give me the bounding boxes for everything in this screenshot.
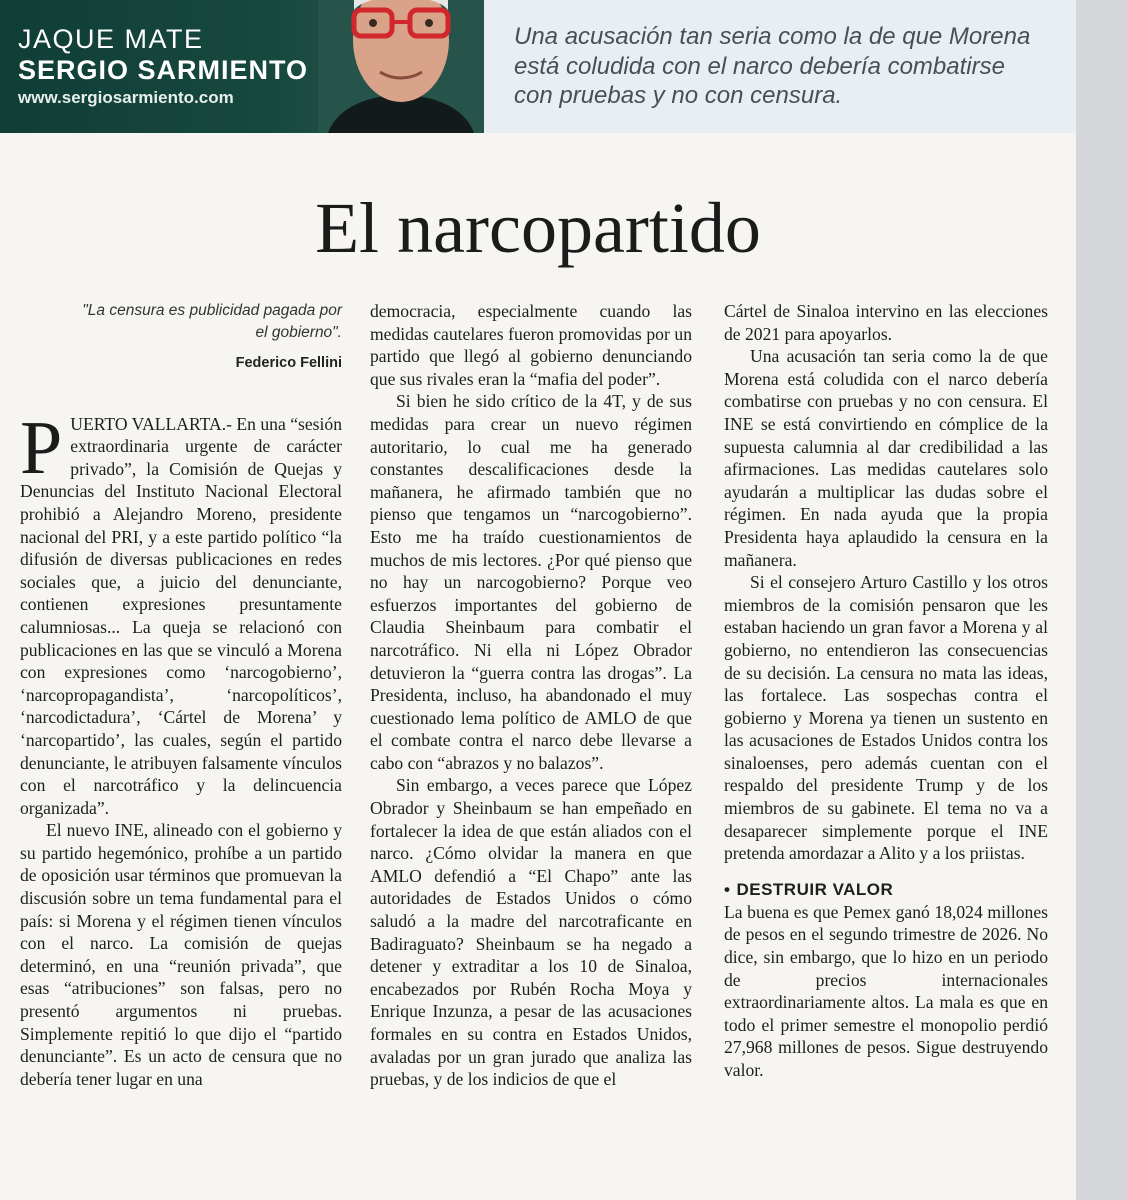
paragraph: Sin embargo, a veces parece que López Obrador y Sheinbaum se han empeñado en fortalecer la idea de que están aliados con el narco. ¿Cómo olvidar la manera en que AMLO defendió a “El Chapo” ante las autoridades de Estados Unidos o cómo saludó a la madre del narcotraficante en Badiraguato? Sheinbaum se ha negado a detener y extraditar a los 10 de Sinaloa, encabezados por Rubén Rocha Moya y Enrique Inzunza, a pesar de las acusaciones formales en su contra en Estados Unidos, avaladas por un gran jurado que analiza las pruebas, y de los indicios de que el: [370, 775, 692, 1090]
paragraph: El nuevo INE, alineado con el gobierno y su partido hegemónico, prohíbe a un partido de oposición usar términos que promuevan la discusión sobre un tema fundamental para el país: si Morena y el régimen tienen vínculos con el narco. La comisión de quejas determinó, en una “reunión privada”, que esas “atribuciones” son falsas, pero no presentó argumentos ni pruebas. Simplemente repitió lo que dijo el “partido denunciante”. Es un acto de censura que no debería tener lugar en una: [20, 820, 342, 1089]
article-title: El narcopartido: [315, 188, 761, 268]
bullet-icon: •: [724, 879, 731, 899]
paragraph: Cártel de Sinaloa intervino en las elecciones de 2021 para apoyarlos.: [724, 301, 1048, 344]
section-subhead: [724, 879, 1048, 901]
author-website: www.sergiosarmiento.com: [18, 88, 234, 107]
lead-paragraph: [20, 405, 342, 820]
paragraph: democracia, especialmente cuando las medidas cautelares fueron promovidas por un partido que llegó al gobierno denunciando que sus rivales eran la “mafia del poder”.: [370, 301, 692, 389]
column-brand-block: [0, 0, 484, 133]
paragraph: Si bien he sido crítico de la 4T, y de sus medidas para crear un nuevo régimen autoritario, lo cual me ha generado constantes descalificaciones desde la mañanera, he afirmado también que no pienso que tengamos un “narcogobierno”. Esto me ha traído cuestionamientos de muchos de mis lectores. ¿Por qué pienso que no hay un narcogobierno? Porque veo esfuerzos importantes del gobierno de Claudia Sheinbaum para combatir el narcotráfico. Ni ella ni López Obrador detuvieron la “guerra contra las drogas”. La Presidenta, incluso, ha abandonado el muy cuestionado lema político de AMLO de que el combate contra el narco debe llevarse a cabo con “abrazos y no balazos”.: [370, 391, 692, 773]
masthead: [0, 0, 1076, 133]
epigraph-quote: "La censura es publicidad pagada por el gobierno".: [82, 302, 342, 341]
paragraph: Si el consejero Arturo Castillo y los otros miembros de la comisión pensaron que les estaban haciendo un gran favor a Morena y al gobierno, no entendieron las consecuencias de su decisión. La censura no mata las ideas, las fortalece. Las sospechas contra el gobierno y Morena ya tienen un sustento en las acusaciones de Estados Unidos contra los sinaloenses, pero además cuentan con el respaldo del presidente Trump y de los miembros de su gabinete. El tema no va a desaparecer simplemente porque el INE pretenda amordazar a Alito y a los priistas.: [724, 572, 1048, 864]
paragraph: Una acusación tan seria como la de que Morena está coludida con el narco debería combatirse con pruebas y no con censura. El INE se está convirtiendo en cómplice de la supuesta calumnia al dar credibilidad a las afirmaciones. Las medidas cautelares solo ayudarán a multiplicar las dudas sobre el régimen. En nada ayuda que la propia Presidenta haya aplaudido la censura en la mañanera.: [724, 346, 1048, 570]
drop-cap: P: [20, 405, 63, 490]
subhead-text: DESTRUIR VALOR: [736, 879, 894, 899]
epigraph-author: Federico Fellini: [235, 355, 342, 371]
column-3: [724, 300, 1048, 1082]
author-name: SERGIO SARMIENTO: [18, 55, 309, 85]
final-paragraph: La buena es que Pemex ganó 18,024 millones de pesos en el segundo trimestre de 2026. No dice, sin embargo, que lo hizo en un periodo de precios internacionales extraordinariamente altos. La mala es que en todo el primer semestre el monopolio perdió 27,968 millones de pesos. Sigue destruyendo valor.: [724, 901, 1048, 1080]
brand-text: [18, 24, 308, 108]
lead-paragraph-text: UERTO VALLARTA.- En una “sesión extraordinaria urgente de carácter privado”, la Comisión de Quejas y Denuncias del Instituto Nacional Electoral prohibió a Alejandro Moreno, presidente nacional del PRI, y a este partido político “la difusión de diversas publicaciones en redes sociales que, a juicio del denunciante, contienen expresiones presuntamente calumniosas... La queja se relacionó con publicaciones en las que se vinculó a Morena con expresiones como ‘narcogobierno’, ‘narcopropagandista’, ‘narcopolíticos’, ‘narcodictadura’, ‘Cártel de Morena’ y ‘narcopartido’, las cuales, según el partido denunciante, le atribuyen falsamente vínculos con el narcotráfico y la delincuencia organizada”.: [20, 413, 342, 818]
column-1: [20, 300, 342, 1090]
author-portrait: [318, 0, 484, 133]
column-name: JAQUE MATE: [18, 24, 204, 54]
pull-quote: Una acusación tan seria como la de que Morena está coludida con el narco debería combatirse con pruebas y no con censura.: [514, 23, 1031, 109]
column-2: [370, 300, 692, 1091]
page-edge-shadow: [1076, 0, 1127, 1200]
